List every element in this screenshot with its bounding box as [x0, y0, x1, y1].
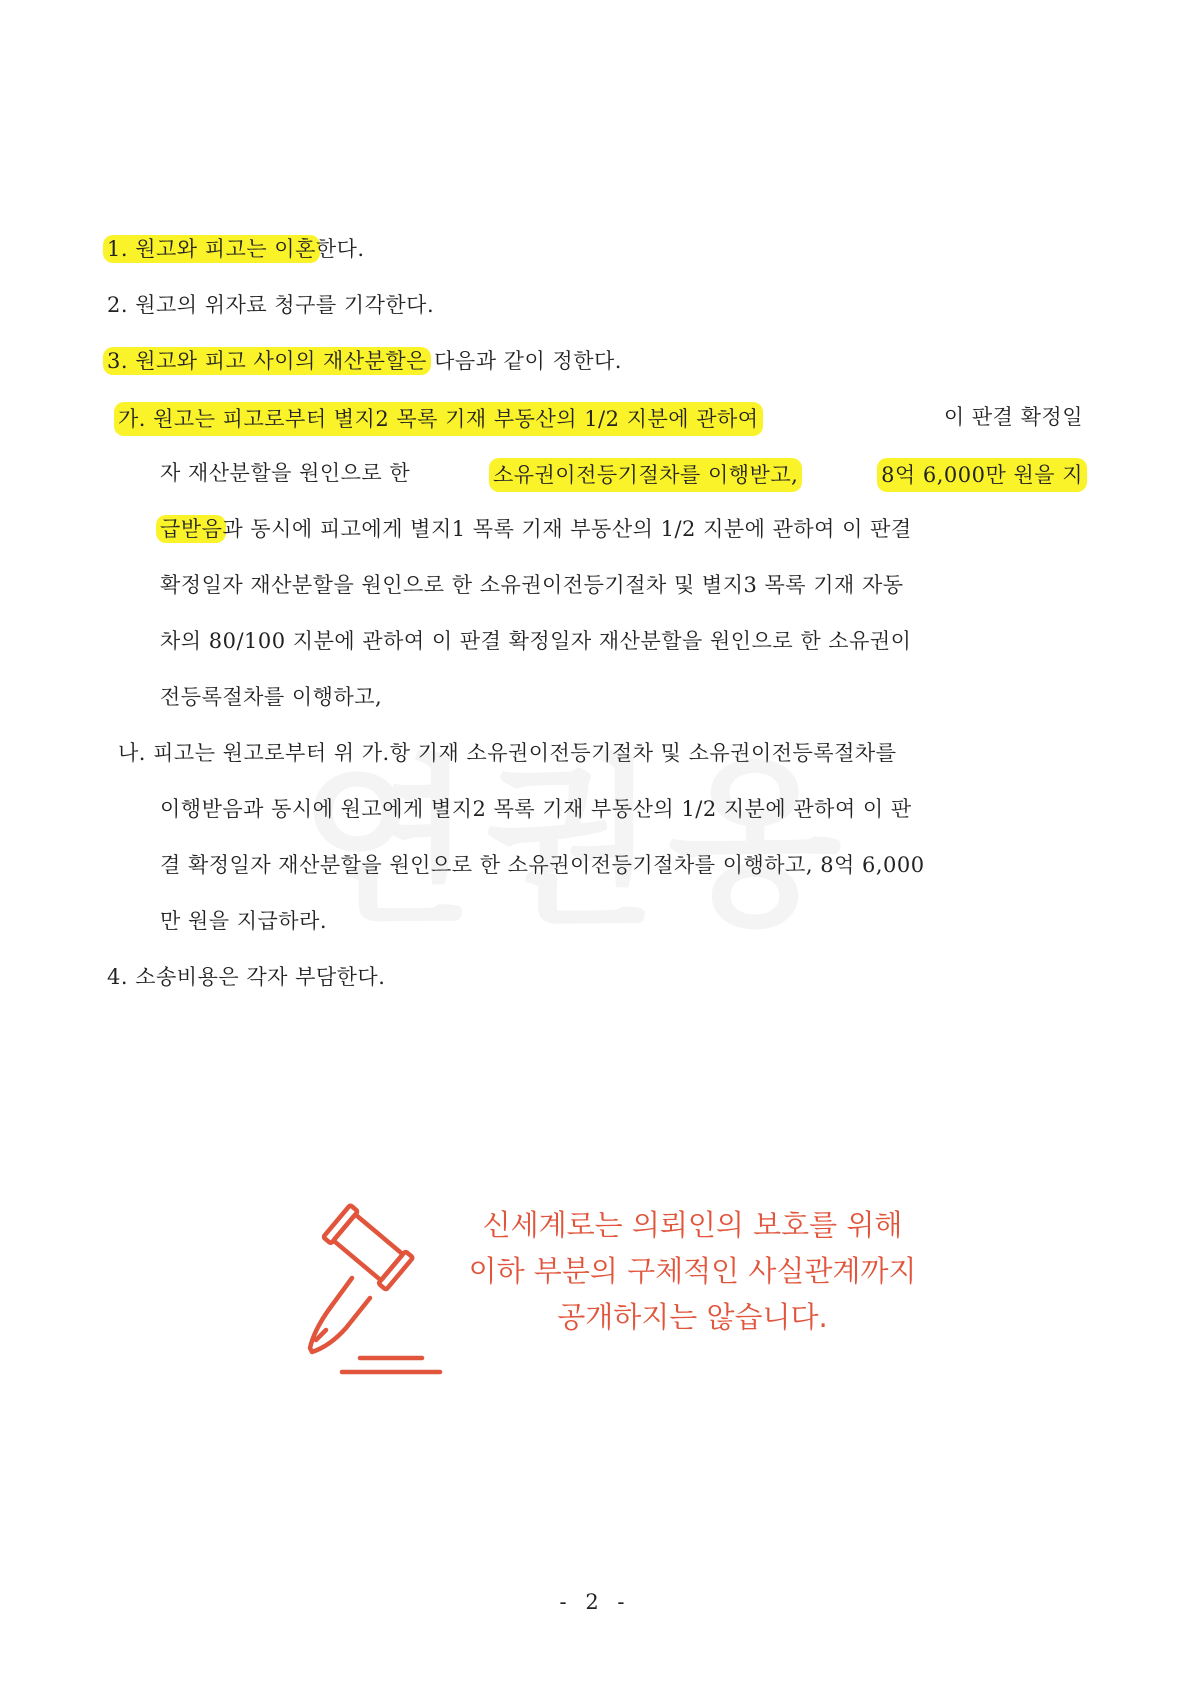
- item-4: 4. 소송비용은 각자 부담한다.: [107, 965, 386, 989]
- page-number: - 2 -: [559, 1590, 631, 1614]
- highlight: 소유권이전등기절차를 이행받고,: [489, 458, 802, 492]
- item-ga-line-6: 전등록절차를 이행하고,: [160, 685, 383, 709]
- highlight: 8억 6,000만 원을 지: [877, 458, 1087, 492]
- item-ga-line-4: 확정일자 재산분할을 원인으로 한 소유권이전등기절차 및 별지3 목록 기재 자동: [160, 573, 904, 597]
- item-ga-line-2: 자 재산분할을 원인으로 한 소유권이전등기절차를 이행받고, 8억 6,000만 원을 지: [160, 458, 1083, 492]
- item-na-line-3: 결 확정일자 재산분할을 원인으로 한 소유권이전등기절차를 이행하고, 8억 6,000: [160, 853, 925, 877]
- item-2: 2. 원고의 위자료 청구를 기각한다.: [107, 293, 435, 317]
- item-ga-line-1: 가. 원고는 피고로부터 별지2 목록 기재 부동산의 1/2 지분에 관하여 이 판결 확정일: [118, 402, 1083, 436]
- highlight: 3. 원고와 피고 사이의 재산분할은: [103, 347, 431, 375]
- item-1: 1. 원고와 피고는 이혼한다.: [107, 234, 365, 264]
- item-ga-line-5: 차의 80/100 지분에 관하여 이 판결 확정일자 재산분할을 원인으로 한 소유권이: [160, 629, 912, 653]
- item-na-line-4: 만 원을 지급하라.: [160, 909, 328, 933]
- item-na-line-2: 이행받음과 동시에 원고에게 별지2 목록 기재 부동산의 1/2 지분에 관하여 이 판: [160, 797, 912, 821]
- item-ga-line-3: 급받음과 동시에 피고에게 별지1 목록 기재 부동산의 1/2 지분에 관하여 이 판결: [160, 514, 1083, 544]
- highlight: 급받음: [156, 515, 226, 543]
- item-na-line-1: 나. 피고는 원고로부터 위 가.항 기재 소유권이전등기절차 및 소유권이전등록절차를: [118, 741, 897, 765]
- item-3: 3. 원고와 피고 사이의 재산분할은 다음과 같이 정한다.: [107, 346, 622, 376]
- privacy-notice: [300, 1190, 940, 1390]
- highlight: 가. 원고는 피고로부터 별지2 목록 기재 부동산의 1/2 지분에 관하여: [114, 402, 763, 436]
- highlight: 1. 원고와 피고는 이혼: [103, 235, 320, 263]
- notice-text: 신세계로는 의뢰인의 보호를 위해 이하 부분의 구체적인 사실관계까지 공개하지는 않습니다.: [468, 1208, 917, 1334]
